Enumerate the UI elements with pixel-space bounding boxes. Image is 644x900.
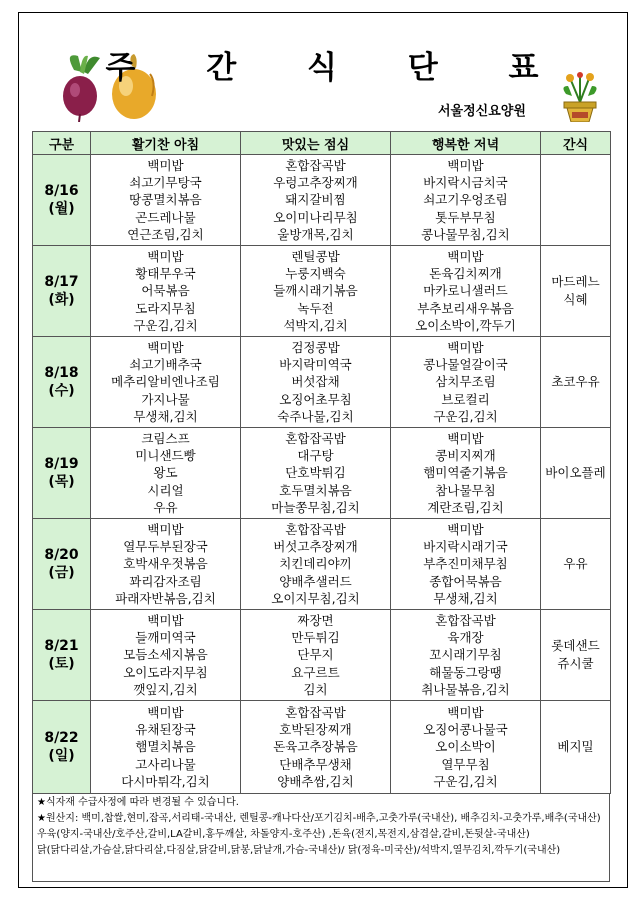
note-line: 우육(양지-국내산/호주산,갈비,LA갈비,홍두깨살, 차돌양지-호주산) ,돈육(전지,목전지,삼겹살,갈비,돈뒷살-국내산) [37,829,530,840]
lunch-cell [241,155,391,246]
breakfast-cell [91,337,241,428]
header-dinner: 행복한 저녁 [391,132,541,155]
snack-item: 롯데샌드 [551,638,600,653]
menu-item: 콩나물얼갈이국 [423,357,508,373]
day-row [33,519,611,610]
dinner-cell [391,610,541,701]
menu-item: 혼합잡곡밥 [285,430,346,446]
snack-item: 마드레느 [551,274,600,289]
menu-item: 돈육김치찌개 [429,266,502,282]
header-lunch: 맛있는 점심 [241,132,391,155]
menu-item: 김치 [303,681,328,697]
breakfast-cell [91,155,241,246]
breakfast-cell [91,246,241,337]
menu-item: 종합어묵볶음 [429,573,502,589]
menu-item: 호박새우젓볶음 [123,556,208,572]
snack-cell [541,155,611,246]
menu-item: 우렁고추장찌개 [273,175,358,191]
header-breakfast: 활기찬 아침 [91,132,241,155]
menu-item: 도라지무침 [135,300,196,316]
lunch-cell [241,337,391,428]
dinner-cell [391,246,541,337]
menu-item: 들깨미역국 [135,630,196,646]
day-row [33,155,611,246]
menu-item: 무생채,김치 [433,590,498,606]
weekday-label: (월) [48,201,75,217]
menu-item: 백미밥 [447,339,484,355]
menu-item: 어묵볶음 [141,283,190,299]
menu-item: 쇠고기무탕국 [129,175,202,191]
menu-item: 육개장 [447,630,484,646]
menu-item: 고사리나물 [135,756,196,772]
breakfast-cell [91,701,241,794]
menu-item: 백미밥 [147,248,184,264]
menu-item: 바지락미역국 [279,357,352,373]
menu-item: 오이소박이,깍두기 [415,317,516,333]
snack-item: 초코우유 [551,374,600,389]
menu-item: 곤드레나물 [135,209,196,225]
menu-item: 메추리알비엔나조림 [111,374,220,390]
menu-item: 오이미나리무침 [273,209,358,225]
menu-item: 렌틸콩밥 [291,248,340,264]
menu-item: 콩나물무침,김치 [421,226,510,242]
menu-item: 버섯잡채 [291,374,340,390]
lunch-cell [241,519,391,610]
menu-item: 울방개목,김치 [277,226,354,242]
menu-item: 구운김,김치 [133,317,198,333]
day-cell [33,246,91,337]
menu-item: 꽈리감자조림 [129,573,202,589]
menu-item: 숙주나물,김치 [277,408,354,424]
menu-item: 취나물볶음,김치 [421,681,510,697]
menu-item: 녹두전 [297,300,334,316]
date-label: 8/19 [44,456,79,472]
menu-item: 열무두부된장국 [123,539,208,555]
menu-item: 단무지 [297,647,334,663]
menu-item: 백미밥 [447,430,484,446]
menu-item: 오징어초무침 [279,391,352,407]
menu-item: 검정콩밥 [291,339,340,355]
page-title: 주 간 식 단 표 [105,50,569,86]
menu-item: 황태무우국 [135,266,196,282]
lunch-cell [241,428,391,519]
date-label: 8/22 [44,730,79,746]
note-line: 닭(닭다리살,가슴살,닭다리살,다짐살,닭갈비,닭봉,닭날개,가슴-국내산)/ 닭(정육-미국산)/석박지,열무김치,깍두기(국내산) [37,845,561,856]
menu-item: 바지락시금치국 [423,175,508,191]
snack-cell [541,519,611,610]
menu-item: 백미밥 [447,157,484,173]
header-row [33,132,611,155]
day-cell [33,428,91,519]
menu-item: 오이지무침,김치 [271,590,360,606]
menu-item: 톳두부무침 [435,209,496,225]
menu-item: 파래자반볶음,김치 [115,590,216,606]
menu-item: 구운김,김치 [433,408,498,424]
menu-item: 호박된장찌개 [279,722,352,738]
snack-item: 우유 [563,556,588,571]
menu-item: 해물동그랑땡 [429,664,502,680]
snack-item: 식혜 [563,292,588,307]
menu-item: 무생채,김치 [133,408,198,424]
menu-item: 버섯고추장찌개 [273,539,358,555]
menu-item: 꼬시래기무침 [429,647,502,663]
weekday-label: (수) [48,383,75,399]
dinner-cell [391,428,541,519]
menu-item: 치킨데리야끼 [279,556,352,572]
menu-item: 왕도 [153,465,178,481]
note-line: ★식자재 수급사정에 따라 변경될 수 있습니다. [37,797,239,808]
lunch-cell [241,701,391,794]
menu-item: 누룽지백숙 [285,266,346,282]
menu-item: 쇠고기배추국 [129,357,202,373]
menu-item: 마카로니샐러드 [423,283,508,299]
menu-item: 햄멸치볶음 [135,739,196,755]
menu-item: 브로컬리 [441,391,490,407]
snack-item: 베지밀 [557,739,594,754]
date-label: 8/20 [44,547,79,563]
date-label: 8/17 [44,274,79,290]
menu-item: 다시마튀각,김치 [121,773,210,789]
notes-section [32,793,610,882]
snack-cell [541,246,611,337]
day-cell [33,610,91,701]
day-row [33,337,611,428]
menu-item: 부추보리새우볶음 [417,300,514,316]
menu-item: 오이도라지무침 [123,664,208,680]
menu-item: 부추진미채무침 [423,556,508,572]
weekday-label: (목) [48,474,75,490]
header-category: 구분 [33,132,91,155]
snack-cell [541,701,611,794]
menu-item: 콩비지찌개 [435,448,496,464]
breakfast-cell [91,428,241,519]
menu-item: 혼합잡곡밥 [285,521,346,537]
day-cell [33,701,91,794]
lunch-cell [241,610,391,701]
snack-item: 쥬시쿨 [557,656,594,671]
dinner-cell [391,155,541,246]
dinner-cell [391,519,541,610]
menu-item: 땅콩멸치볶음 [129,192,202,208]
snack-cell [541,610,611,701]
menu-item: 백미밥 [447,248,484,264]
menu-item: 구운김,김치 [433,773,498,789]
dinner-cell [391,337,541,428]
menu-item: 백미밥 [147,339,184,355]
menu-item: 짜장면 [297,612,334,628]
weekday-label: (화) [48,292,75,308]
snack-item: 바이오플레 [545,465,606,480]
date-label: 8/18 [44,365,79,381]
menu-item: 연근조림,김치 [127,226,204,242]
menu-item: 백미밥 [447,704,484,720]
menu-item: 바지락시래기국 [423,539,508,555]
header-snack: 간식 [541,132,611,155]
weekday-label: (토) [48,656,75,672]
menu-item: 햄미역줄기볶음 [423,465,508,481]
menu-item: 대구탕 [297,448,334,464]
menu-item: 시리얼 [147,482,184,498]
day-row [33,610,611,701]
menu-item: 마늘쫑무침,김치 [271,499,360,515]
menu-item: 유채된장국 [135,722,196,738]
day-cell [33,337,91,428]
breakfast-cell [91,610,241,701]
day-cell [33,155,91,246]
menu-item: 혼합잡곡밥 [435,612,496,628]
day-row [33,246,611,337]
menu-item: 우유 [153,499,178,515]
menu-item: 들깨시래기볶음 [273,283,358,299]
menu-item: 백미밥 [147,612,184,628]
note-line: ★원산지: 백미,찹쌀,현미,잡곡,서리태-국내산, 렌틸콩-캐나다산/포기김치-배추,고춧가루(국내산), 배추김치-고춧가루,배추(국내산) [37,813,601,824]
menu-item: 깻잎지,김치 [133,681,198,697]
menu-item: 단호박튀김 [285,465,346,481]
menu-item: 단배추무생채 [279,756,352,772]
menu-item: 열무무침 [441,756,490,772]
snack-cell [541,337,611,428]
menu-item: 양배추샐러드 [279,573,352,589]
menu-item: 가지나물 [141,391,190,407]
day-cell [33,519,91,610]
snack-cell [541,428,611,519]
day-row [33,701,611,794]
menu-item: 백미밥 [147,157,184,173]
lunch-cell [241,246,391,337]
weekly-menu-table [32,131,611,794]
menu-item: 계란조림,김치 [427,499,504,515]
date-label: 8/16 [44,183,79,199]
menu-item: 만두튀김 [291,630,340,646]
breakfast-cell [91,519,241,610]
menu-item: 돈육고추장볶음 [273,739,358,755]
menu-item: 오이소박이 [435,739,496,755]
date-label: 8/21 [44,638,79,654]
menu-item: 크림스프 [141,430,190,446]
menu-item: 석박지,김치 [283,317,348,333]
menu-item: 백미밥 [147,704,184,720]
menu-item: 백미밥 [147,521,184,537]
menu-item: 미니샌드빵 [135,448,196,464]
day-row [33,428,611,519]
menu-item: 오징어콩나물국 [423,722,508,738]
menu-item: 참나물무침 [435,482,496,498]
menu-item: 쇠고기우엉조림 [423,192,508,208]
menu-item: 양배추쌈,김치 [277,773,354,789]
weekday-label: (금) [48,565,75,581]
menu-item: 호두멸치볶음 [279,482,352,498]
menu-item: 돼지갈비찜 [285,192,346,208]
menu-item: 삼치무조림 [435,374,496,390]
weekday-label: (일) [48,748,75,764]
menu-item: 혼합잡곡밥 [285,157,346,173]
dinner-cell [391,701,541,794]
menu-item: 백미밥 [447,521,484,537]
menu-item: 혼합잡곡밥 [285,704,346,720]
menu-item: 모듬소세지볶음 [123,647,208,663]
organization-name: 서울정신요양원 [438,104,526,119]
menu-item: 요구르트 [291,664,340,680]
